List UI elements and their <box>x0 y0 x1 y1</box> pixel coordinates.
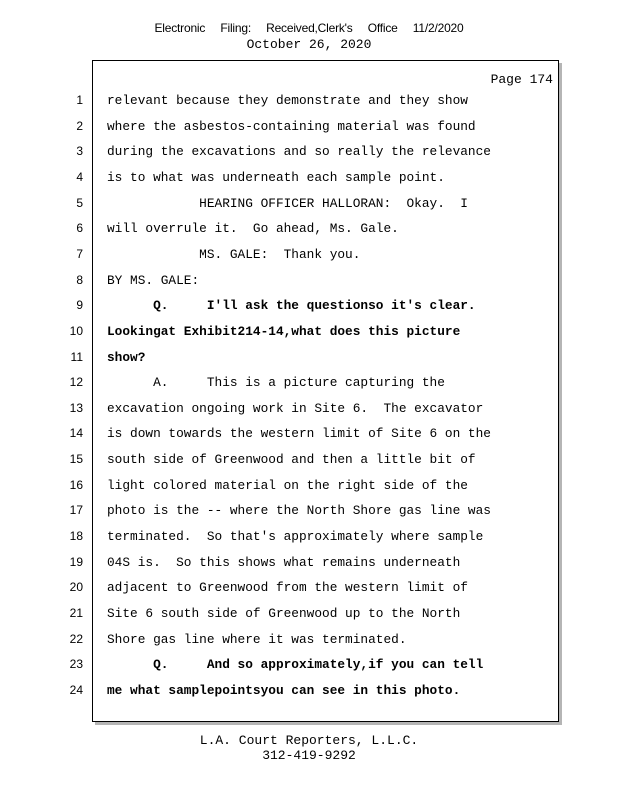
transcript-line <box>0 141 618 166</box>
line-text: excavation ongoing work in Site 6. The excavator <box>107 400 484 416</box>
line-number: 12 <box>69 375 83 390</box>
line-text: Lookingat Exhibit214-14,what does this picture <box>107 323 461 339</box>
line-number: 4 <box>76 169 83 184</box>
transcript-line <box>0 167 618 192</box>
line-number: 9 <box>76 298 83 313</box>
filing-office: Office <box>367 21 398 35</box>
line-text: show? <box>107 349 146 365</box>
line-text: BY MS. GALE: <box>107 272 200 288</box>
line-number: 19 <box>69 554 83 569</box>
transcript-line <box>0 372 618 397</box>
transcript-line <box>0 295 618 320</box>
filing-date: 11/2/2020 <box>412 21 464 35</box>
line-number: 18 <box>69 529 83 544</box>
transcript-line <box>0 603 618 628</box>
line-text: HEARING OFFICER HALLORAN: Okay. I <box>107 195 468 211</box>
line-text: adjacent to Greenwood from the western limit of <box>107 580 468 596</box>
line-text: will overrule it. Go ahead, Ms. Gale. <box>107 221 399 237</box>
line-number: 14 <box>69 426 83 441</box>
line-number: 11 <box>70 349 83 364</box>
line-number: 23 <box>69 657 83 672</box>
line-text: Q. And so approximately,if you can tell <box>107 657 484 673</box>
transcript-line <box>0 90 618 115</box>
line-text: photo is the -- where the North Shore gas line was <box>107 503 491 519</box>
transcript-line <box>0 500 618 525</box>
line-text: 04S is. So this shows what remains underneath <box>107 554 461 570</box>
transcript-line <box>0 654 618 679</box>
transcript-line <box>0 347 618 372</box>
line-number: 17 <box>69 503 83 518</box>
footer-phone: 312-419-9292 <box>262 748 356 763</box>
footer-company: L.A. Court Reporters, L.L.C. <box>199 733 419 748</box>
line-number: 2 <box>76 118 83 133</box>
line-text: Q. I'll ask the questionso it's clear. <box>107 298 476 314</box>
transcript-line <box>0 577 618 602</box>
line-number: 8 <box>76 272 83 287</box>
filing-stamp <box>0 21 618 35</box>
line-text: is down towards the western limit of Site 6 on the <box>107 426 491 442</box>
transcript-line <box>0 449 618 474</box>
transcript-line <box>0 526 618 551</box>
line-text: relevant because they demonstrate and they show <box>107 93 468 108</box>
transcript-line <box>0 218 618 243</box>
line-text: south side of Greenwood and then a little bit of <box>107 452 476 468</box>
line-number: 7 <box>76 246 83 261</box>
line-number: 21 <box>69 606 83 620</box>
transcript-line <box>0 193 618 218</box>
line-text: MS. GALE: Thank you. <box>107 246 361 262</box>
transcript-line <box>0 321 618 346</box>
line-text: terminated. So that's approximately where sample <box>107 529 484 545</box>
transcript-line <box>0 629 618 654</box>
line-number: 22 <box>69 631 83 646</box>
transcript-line <box>0 552 618 577</box>
line-text: during the excavations and so really the relevance <box>107 144 491 160</box>
hearing-date: October 26, 2020 <box>246 37 372 52</box>
line-number: 3 <box>76 144 83 159</box>
line-text: me what samplepointsyou can see in this photo. <box>107 682 461 698</box>
filing-electronic: Electronic <box>154 21 206 35</box>
transcript-line <box>0 244 618 269</box>
line-text: light colored material on the right side of the <box>107 477 468 493</box>
transcript-line <box>0 398 618 423</box>
line-number: 5 <box>76 195 83 210</box>
transcript-line <box>0 475 618 500</box>
line-number: 6 <box>76 221 83 236</box>
transcript-line <box>0 116 618 141</box>
line-number: 20 <box>69 580 83 595</box>
transcript-line <box>0 423 618 448</box>
filing-received: Received,Clerk's <box>266 21 353 35</box>
filing-label: Filing: <box>220 21 251 35</box>
line-number: 13 <box>69 400 83 415</box>
line-text: where the asbestos-containing material was found <box>107 118 476 134</box>
line-text: Site 6 south side of Greenwood up to the North <box>107 606 461 621</box>
line-number: 24 <box>69 682 83 697</box>
transcript-line <box>0 680 618 705</box>
line-text: Shore gas line where it was terminated. <box>107 631 407 647</box>
line-number: 1 <box>76 93 83 107</box>
line-number: 15 <box>69 452 83 467</box>
line-number: 10 <box>69 323 83 338</box>
line-number: 16 <box>69 477 83 492</box>
transcript-line <box>0 270 618 295</box>
page-number: Page 174 <box>490 72 553 87</box>
line-text: A. This is a picture capturing the <box>107 375 445 391</box>
line-text: is to what was underneath each sample point. <box>107 169 445 185</box>
